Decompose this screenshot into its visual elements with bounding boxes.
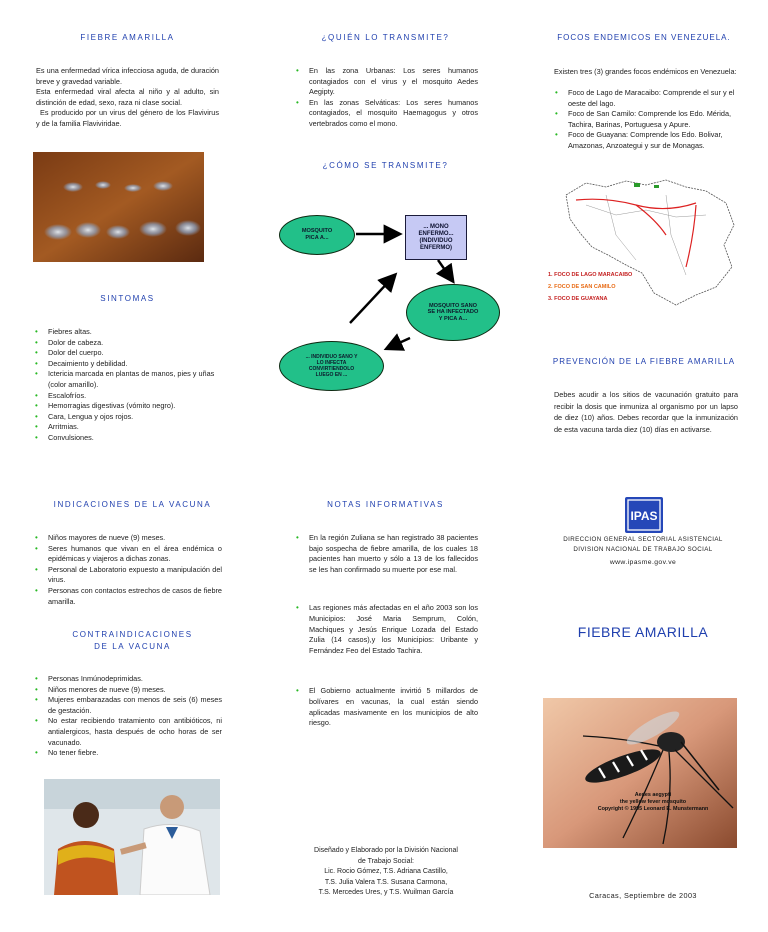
list-item: • Mujeres embarazadas con menos de seis (6) meses de gestación. [34,695,222,716]
ipasme-logo [625,497,663,533]
node-label: ... INDIVIDUO SANO Y LO INFECTA CONVIRTIENDOLO LUEGO EN ... [305,354,358,378]
transmite-heading: ¿QUIÉN LO TRANSMITE? [321,33,450,42]
notas-list [295,533,478,729]
arrow-2 [438,260,452,280]
list-item: • No tener fiebre. [34,748,222,759]
list-item: • Personal de Laboratorio expuesto a manipulación del virus. [34,565,222,586]
caption-line: the yellow fever mosquito [619,799,687,805]
list-item: • Ictericia marcada en plantas de manos, pies y uñas (color amarillo). [34,369,222,390]
caption-line: Aedes aegypti [634,792,672,798]
focos-intro: Existen tres (3) grandes focos endémicos en Venezuela: [554,67,737,76]
notas-heading: NOTAS INFORMATIVAS [327,500,444,509]
como-heading: ¿CÓMO SE TRANSMITE? [322,161,449,170]
node-label: MOSQUITO SANO SE HA INFECTADO Y PICA A... [427,302,479,322]
list-item: • Foco de Guayana: Comprende los Edo. Bolivar, Amazonas, Anzoategui y sur de Monagas. [554,130,738,151]
photo-caption [583,792,723,813]
list-item: • Fiebres altas. [34,327,222,338]
date-line: Caracas, Septiembre de 2003 [589,891,697,900]
node-label: ... MONO ENFERMO... (INDIVIDUO ENFERMO) [418,223,454,251]
contraindicaciones-heading [30,629,235,653]
intro-line-2: Esta enfermedad viral afecta al niño y al adulto, sin distinción de edad, sexo, raza ni clase social. [36,87,219,107]
contra-title-line-1: CONTRAINDICACIONES [72,630,193,639]
cover-title: FIEBRE AMARILLA [577,624,709,640]
credits-line: Lic. Rocio Gómez, T.S. Adriana Castillo, [324,868,448,875]
credits-line: T.S. Julia Valera T.S. Susana Carmona, [324,878,448,886]
sintomas-heading: SINTOMAS [100,294,155,303]
virus-micrograph-image [33,152,204,262]
indicaciones-list [34,533,222,607]
credits-line: T.S. Mercedes Ures, y T.S. Wuilman García [318,889,454,896]
node-individuo-sano [279,341,384,391]
prevencion-heading: PREVENCIÓN DE LA FIEBRE AMARILLA [552,357,736,366]
node-mono-enfermo [405,215,467,260]
list-item: • No estar recibiendo tratamiento con antibióticos, ni antialergicos, hasta después de ocho horas de ser vacunado. [34,716,222,748]
list-item: • Cara, Lengua y ojos rojos. [34,412,222,423]
list-item: • Foco de San Camilo: Comprende los Edo. Mérida, Tachira, Barinas, Portuguesa y Apure. [554,109,738,130]
org-line-1: DIRECCION GENERAL SECTORIAL ASISTENCIAL [563,536,723,543]
map-legend [548,269,632,305]
list-item: • Personas con contactos estrechos de casos de fiebre amarilla. [34,586,222,607]
legend-item-2: 2. FOCO DE SAN CAMILO [548,284,616,290]
list-item: • Personas Inmúnodeprimidas. [34,674,222,685]
intro-line-1: Es una enfermedad vírica infecciosa aguda, de duración breve y gravedad variable. [36,66,219,86]
venezuela-map-image [546,175,742,315]
legend-item-1: 1. FOCO DE LAGO MARACAIBO [548,272,633,278]
list-item: • Seres humanos que vivan en el área endémica o epidémicas y viajeros a dichas zonas. [34,544,222,565]
website-link[interactable]: www.ipasme.gov.ve [609,559,677,566]
arrow-4 [350,276,394,323]
list-item: • Arritmias. [34,422,222,433]
contra-title-line-2: DE LA VACUNA [94,642,171,651]
credits-line: de Trabajo Social: [357,857,415,865]
credits-line: Diseñado y Elaborado por la División Nacional [314,847,458,854]
list-item: • Las regiones más afectadas en el año 2003 son los Municipios: José Maria Semprum, Colón, Machiques y Jesús Enrique Lozada del Estado Zulia (14 casos),y los Municipios: Uribante y Fernández Feo del Estado Tachira. [295,603,478,656]
focos-heading: FOCOS ENDEMICOS EN VENEZUELA. [557,33,731,42]
list-item: • Niños menores de nueve (9) meses. [34,685,222,696]
prevencion-text: Debes acudir a los sitios de vacunación gratuito para recibir la dosis que inmuniza al organismo por un lapso de diez (10) años. Debes recordar que la inmunización de esta vacuna tarda diez (10) días en activarse. [554,390,738,434]
list-item: • Niños mayores de nueve (9) meses. [34,533,222,544]
list-item: • Foco de Lago de Maracaibo: Comprende el sur y el oeste del lago. [554,88,738,109]
list-item: • Decaimiento y debilidad. [34,359,222,370]
node-mosquito-pica [279,215,355,255]
vaccination-photo [44,779,220,895]
node-mosquito-sano [406,284,500,341]
indicaciones-heading: INDICACIONES DE LA VACUNA [53,500,212,509]
list-item: • En las zona Urbanas: Los seres humanos contagiados con el virus y el mosquito Aedes Aegipty. [295,66,478,98]
node-label: MOSQUITO PICA A... [301,228,333,241]
mosquito-photo [543,698,737,848]
list-item: • Dolor del cuerpo. [34,348,222,359]
title-fiebre-amarilla: FIEBRE AMARILLA [80,33,175,42]
arrow-3 [388,338,410,348]
sintomas-list [34,327,222,444]
intro-line-3: Es producido por un virus del género de los Flavivirus y de la familia Flaviviridae. [36,108,219,128]
transmite-list [295,66,478,130]
contra-list [34,674,222,759]
logo-text: IPAS [630,509,658,523]
caption-line: Copyright © 1995 Leonard E. Munstermann [597,806,709,812]
organization-block [548,535,738,568]
list-item: • Convulsiones. [34,433,222,444]
list-item: • Escalofríos. [34,391,222,402]
intro-text [36,66,219,130]
credits [290,846,482,899]
list-item: • En las zonas Selváticas: Los seres humanos contagiados, el mosquito Haemagogus y otros vertebrados como el mono. [295,98,478,130]
legend-item-3: 3. FOCO DE GUAYANA [548,296,608,302]
org-line-2: DIVISION NACIONAL DE TRABAJO SOCIAL [573,545,713,553]
list-item: • El Gobierno actualmente invirtió 5 millardos de bolívares en vacunas, la cual están siendo aplicadas masivamente en los municipios de alto riesgo. [295,686,478,728]
list-item: • Dolor de cabeza. [34,338,222,349]
list-item: • Hemorragias digestivas (vómito negro). [34,401,222,412]
focos-list [554,88,738,152]
list-item: • En la región Zuliana se han registrado 38 pacientes bajo sospecha de fiebre amarilla, de los cuales 18 pacientes han muerto y sólo a 13 de los fallecidos se les han confirmado su muerte por ese mal. [295,533,478,575]
